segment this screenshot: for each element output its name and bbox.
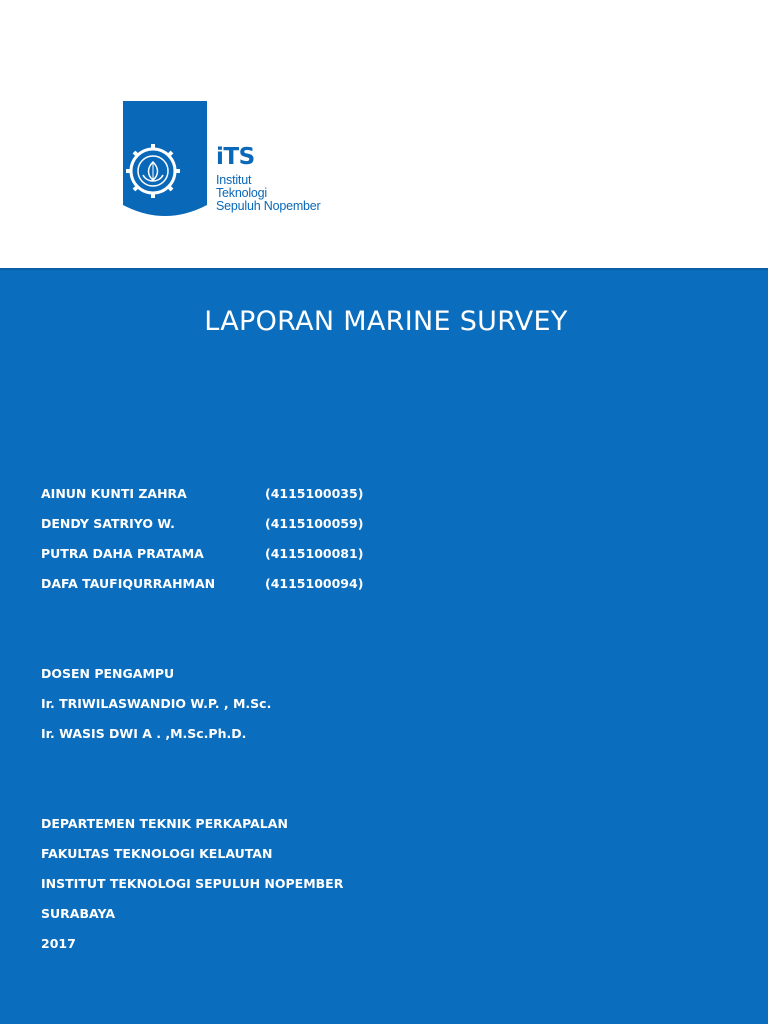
cover-header (0, 0, 768, 268)
city-name: SURABAYA (41, 906, 115, 921)
member-nrp: (4115100059) (265, 516, 364, 531)
logo-line-institut: Institut (216, 173, 252, 187)
member-nrp: (4115100094) (265, 576, 364, 591)
its-logo-wordmark (216, 144, 321, 213)
report-year: 2017 (41, 936, 76, 951)
member-nrp: (4115100035) (265, 486, 364, 501)
university-name: INSTITUT TEKNOLOGI SEPULUH NOPEMBER (41, 876, 344, 891)
member-name: DENDY SATRIYO W. (41, 516, 175, 531)
logo-line-sepuluh-nopember: Sepuluh Nopember (216, 199, 321, 213)
lecturer-heading: DOSEN PENGAMPU (41, 666, 175, 681)
member-name: AINUN KUNTI ZAHRA (41, 486, 187, 501)
report-title: LAPORAN MARINE SURVEY (204, 306, 568, 337)
logo-acronym: iTS (216, 144, 255, 170)
member-name: DAFA TAUFIQURRAHMAN (41, 576, 216, 591)
logo-line-teknologi: Teknologi (216, 186, 268, 200)
faculty-name: FAKULTAS TEKNOLOGI KELAUTAN (41, 846, 273, 861)
lecturer-name: Ir. TRIWILASWANDIO W.P. , M.Sc. (41, 696, 272, 711)
cover-blue-panel (0, 268, 768, 1024)
panel-top-edge (0, 268, 768, 270)
member-nrp: (4115100081) (265, 546, 364, 561)
its-emblem-logo (123, 101, 207, 219)
member-name: PUTRA DAHA PRATAMA (41, 546, 204, 561)
its-emblem-icon (123, 101, 207, 219)
department-name: DEPARTEMEN TEKNIK PERKAPALAN (41, 816, 288, 831)
lecturer-name: Ir. WASIS DWI A . ,M.Sc.Ph.D. (41, 726, 247, 741)
